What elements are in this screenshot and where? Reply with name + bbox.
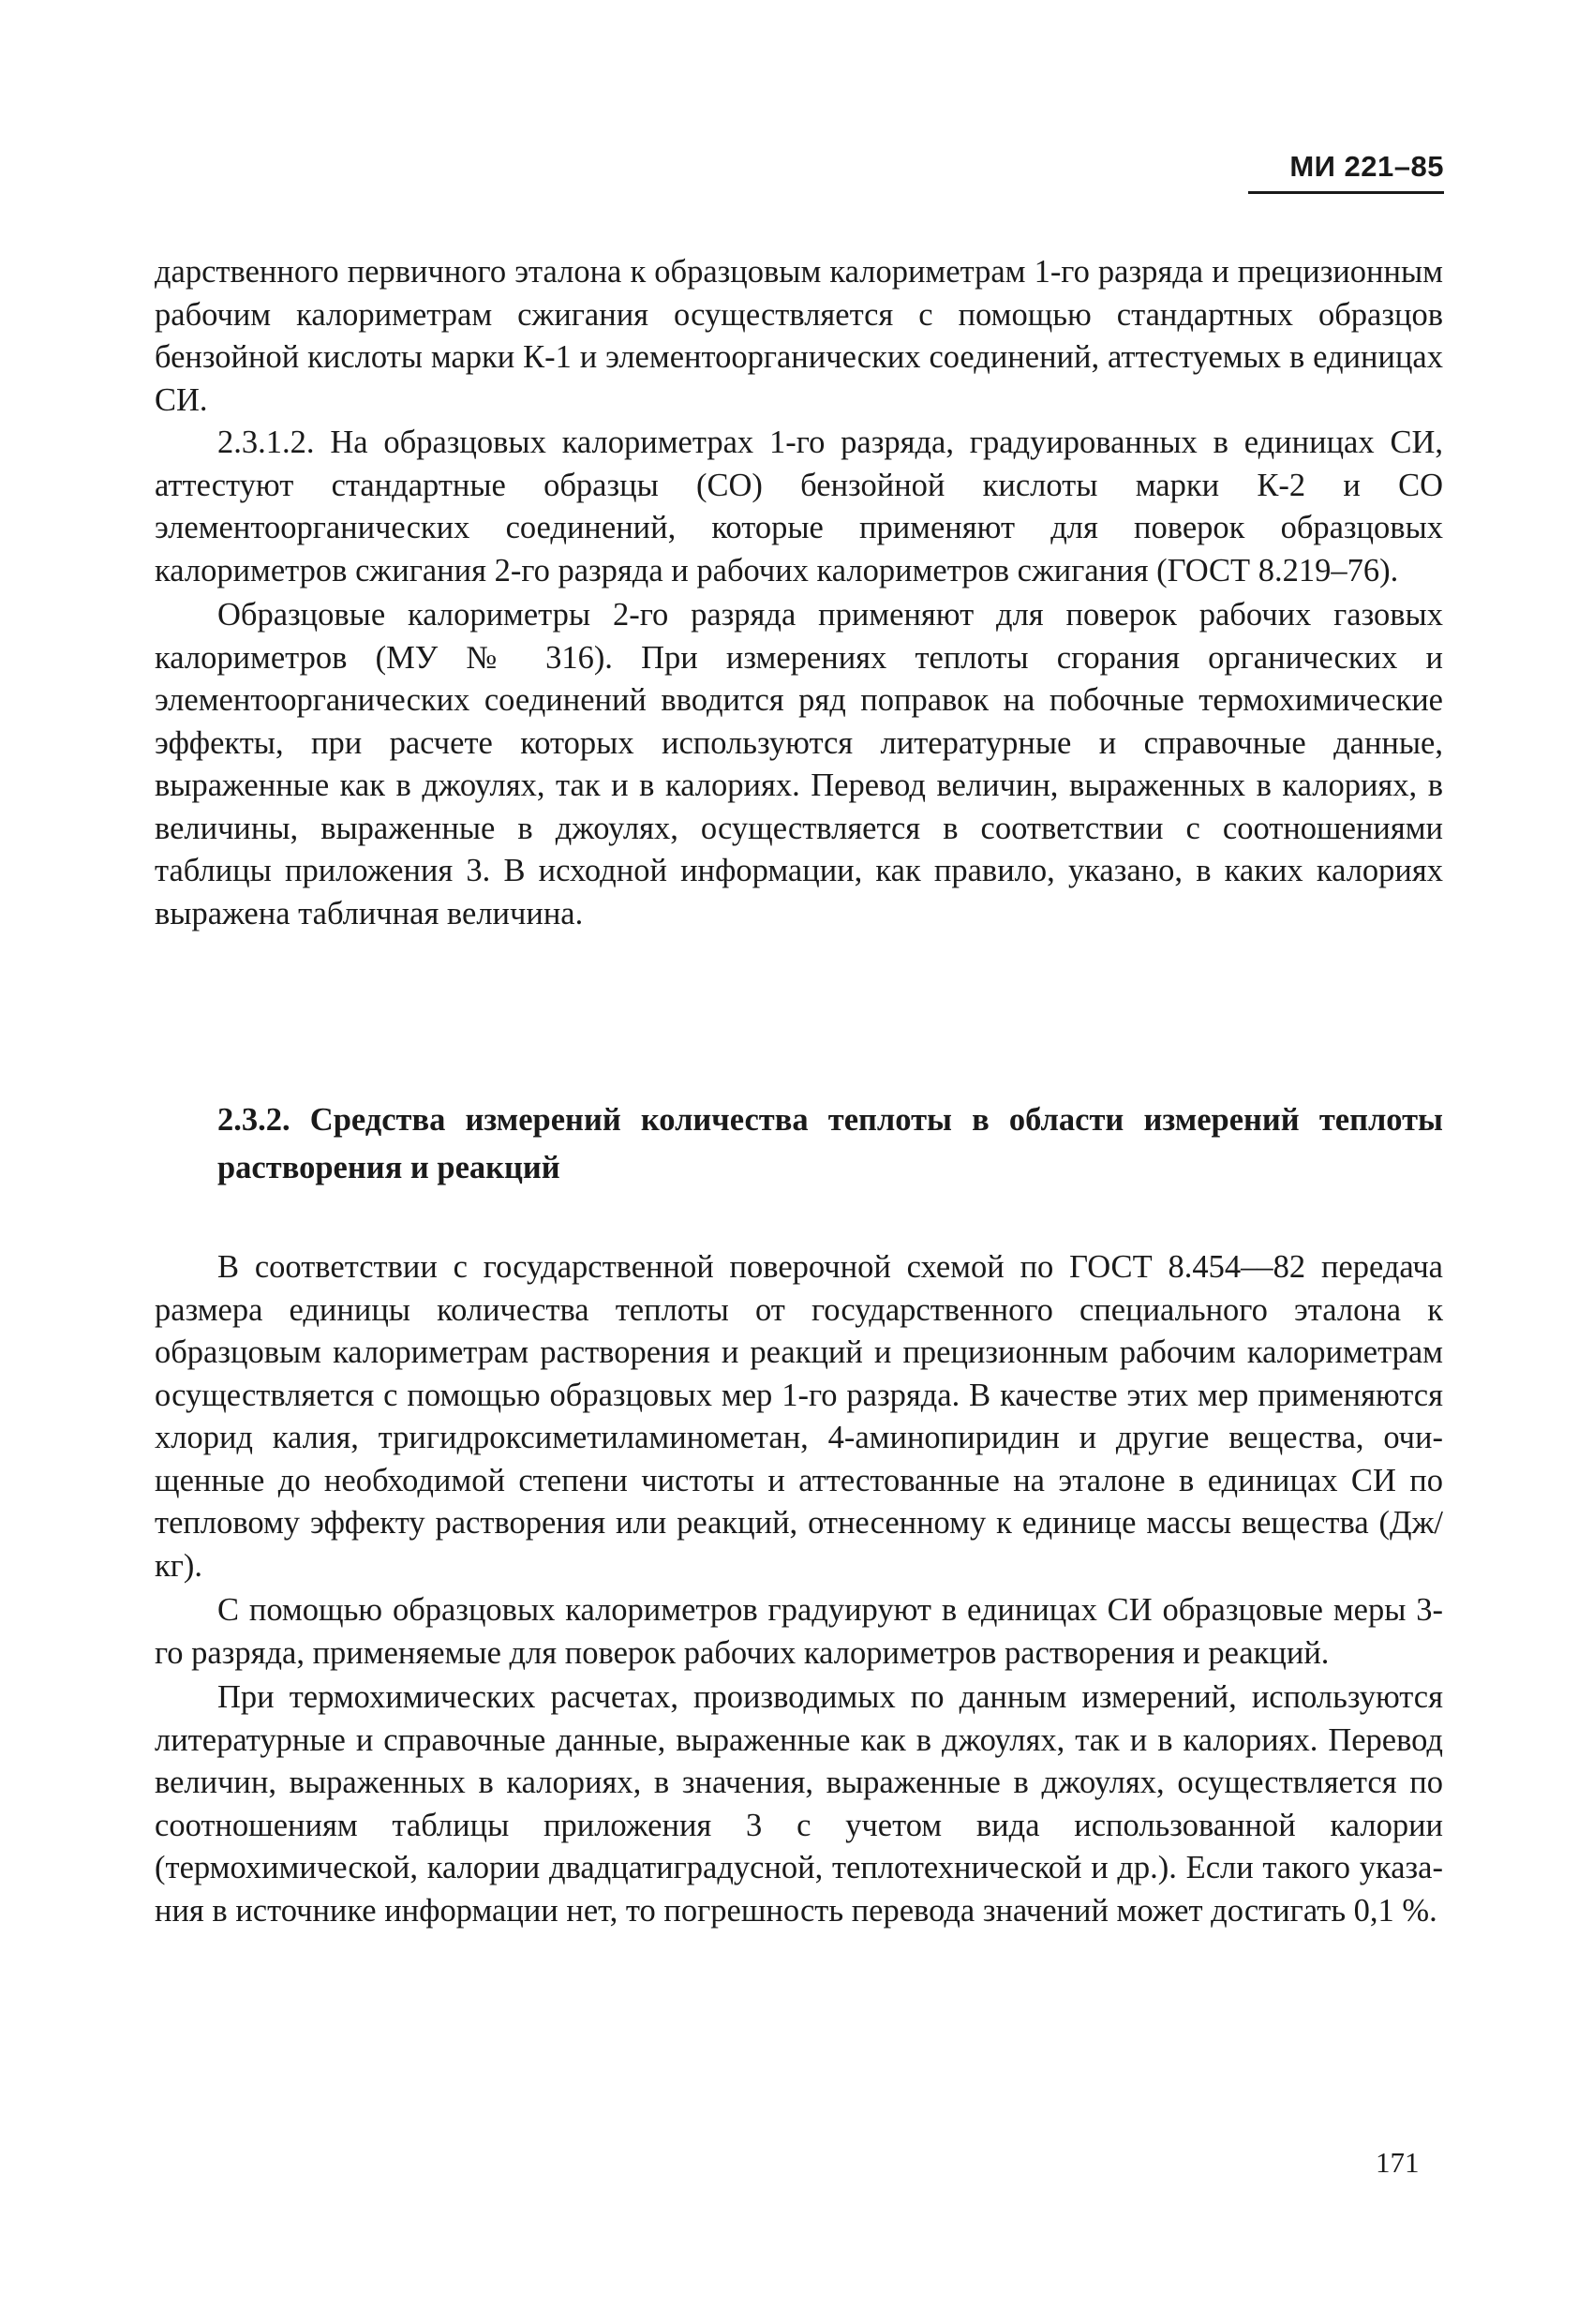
text-block-lower [155, 1246, 1443, 1932]
text-block-upper [155, 251, 1443, 935]
paragraph-calorimeters-class-2: Образцовые калориметры 2-го разряда применяют для поверок рабочих газовых калориметров (МУ № 316). При измерениях теплоты сгорания органических и элементоорганических соединений вводится ряд поправок на побочные термохимические эффекты, при расчете которых используются литературные и справочные данные, выраженные как в джоулях, так и в калориях. Перевод величин, выраженных в калориях, в величины, выраженные в джоулях, осуществляется в соответствии с соотношениями таблицы приложения 3. В исходной информации, как правило, указано, в каких калориях выражена табличная величина. [155, 597, 1443, 931]
section-heading-2-3-2: 2.3.2. Средства измерений количества теплоты в области измерений теплоты растворения и реакций [217, 1102, 1443, 1185]
page-number: 171 [1376, 2146, 1420, 2179]
paragraph-thermochemical-calculations: При термохимических расчетах, производимых по данным измерений, используются литературные и справочные данные, выраженные как в джоулях, так и в калориях. Перевод величин, выраженных в калориях, в значения, выраженные в джоулях, осуществляется по соотношениям таблицы приложения 3 с учетом вида использованной калории (термохимической, калории двадцатиградусной, теплотехнической и др.). Если такого указания в источнике информации нет, то погрешность перевода значений может достигать 0,1 %. [155, 1679, 1443, 1929]
document-code: МИ 221–85 [1248, 150, 1444, 194]
paragraph-reference-measures: С помощью образцовых калориметров градуируют в единицах СИ образцовые меры 3-го разряда, применяемые для поверок рабочих калориметров растворения и реакций. [155, 1592, 1443, 1671]
paragraph-state-scheme: В соответствии с государственной поверочной схемой по ГОСТ 8.454–​–82 передача размера единицы количества теплоты от государственного специального эталона к образцовым калориметрам растворения и реакций и прецизионным рабочим калориметрам осуществляется с помощью образцовых мер 1-го разряда. В качестве этих мер применяются хлорид калия, тригидроксиметиламинометан, 4-аминопиридин и другие вещества, очищенные до необходимой степени чистоты и аттестованные на эталоне в единицах СИ по тепловому эффекту растворения или реакций, отнесенному к единице массы вещества (Дж/кг). [155, 1249, 1443, 1584]
paragraph-2-3-1-2: 2.3.1.2. На образцовых калориметрах 1-го разряда, градуированных в единицах СИ, аттестуют стандартные образцы (СО) бензойной кислоты марки К-2 и СО элементоорганических соединений, которые применяют для поверок образцовых калориметров сжигания 2-го разряда и рабочих калориметров сжигания (ГОСТ 8.219–76). [155, 425, 1443, 588]
paragraph-continuation: дарственного первичного эталона к образцовым калориметрам 1-го разряда и прецизионным рабочим калориметрам сжигания осуществляется с помощью стандартных образцов бензойной кислоты марки К-1 и элементоорганических соединений, аттестуемых в единицах СИ. [155, 254, 1443, 418]
